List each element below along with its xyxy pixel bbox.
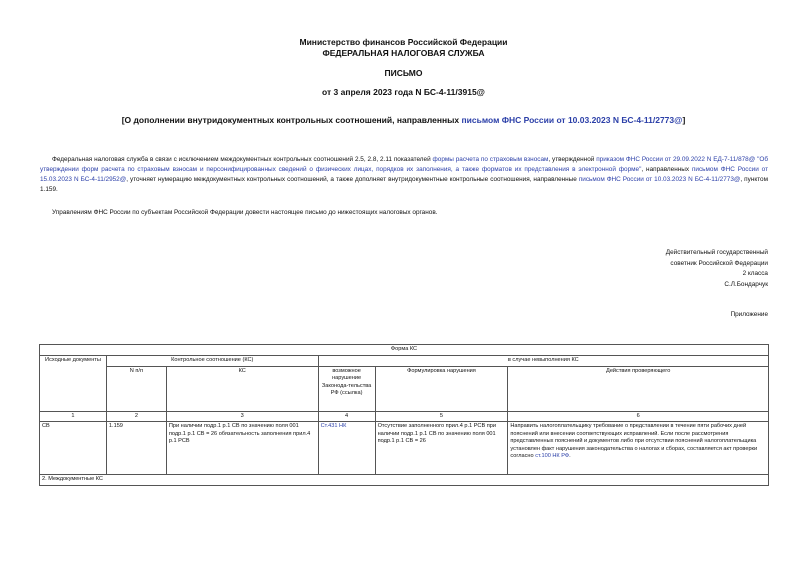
col-number: 2: [106, 411, 166, 422]
p1-link-form[interactable]: формы расчета по страховым взносам: [432, 156, 549, 163]
ministry-name: Министерство финансов Российской Федерации: [299, 37, 508, 47]
doc-date-number: от 3 апреля 2023 года N БС-4-11/3915@: [322, 87, 485, 97]
actions-text-end: .: [569, 453, 571, 459]
header-actions: Действия проверяющего: [508, 366, 769, 411]
table-header-row-2: [40, 366, 769, 411]
doc-title: [0, 115, 807, 125]
cell-wording: Отсутствие заполненного прил.4 р.1 РСВ при наличии подр.1 р.1 СВ по значению поля 001 подр.1 р.1 СВ = 26: [375, 422, 508, 475]
p1-text-e: , пунктом 1.159.: [40, 176, 768, 193]
p1-text-c: , направленных: [641, 166, 692, 173]
header-source-docs: Исходные документы: [40, 356, 107, 412]
signer-name: С.Л.Бондарчук: [724, 280, 768, 288]
col-number: 6: [508, 411, 769, 422]
signature-block: [666, 248, 768, 290]
form-title: Форма КС: [40, 345, 769, 356]
table-row: [40, 422, 769, 475]
col-number: 4: [318, 411, 375, 422]
appendix-label: Приложение: [730, 311, 768, 318]
doc-title-link[interactable]: письмом ФНС России от 10.03.2023 N БС-4-11/2773@: [461, 115, 683, 125]
actions-text: Направить налогоплательщику требование о представлении в течение пяти рабочих дней пояснений или внесении соответствующих исправлений. Если после рассмотрения представленных пояснений и документов либо при отсутствии пояснений налогоплательщика установлен факт нарушения законодательства о налогах и сборах, составляется акт проверки согласно: [510, 423, 758, 459]
service-name: ФЕДЕРАЛЬНАЯ НАЛОГОВАЯ СЛУЖБА: [322, 48, 485, 58]
col-number: 1: [40, 411, 107, 422]
signature-line-1: Действительный государственный: [665, 249, 768, 256]
header-num: N п/п: [106, 366, 166, 411]
control-ratios-table: [39, 344, 769, 486]
letter-header: [0, 37, 807, 59]
body-paragraph-2: Управлениям ФНС России по субъектам Российской Федерации довести настоящее письмо до нижестоящих налоговых органов.: [52, 209, 438, 216]
table-title-row: [40, 345, 769, 356]
p1-text-b: , утвержденной: [548, 156, 597, 163]
p1-link-order[interactable]: приказом ФНС России от 29.09.2022 N ЕД-7-11/878@ "Об утверждении форм расчета по страховым взносам и персонифицированных сведений о физических лицах, порядков их заполнения, а также форматов их представления в электронной форме": [40, 156, 768, 173]
cell-actions: [508, 422, 769, 475]
table-header-row-1: [40, 356, 769, 367]
header-wording: Формулировка нарушения: [375, 366, 508, 411]
cell-ks: При наличии подр.1 р.1 СВ по значению поля 001 подр.1 р.1 СВ = 26 обязательность заполнения прил.4 р.1 РСВ: [166, 422, 318, 475]
section-title: 2. Междокументные КС: [40, 475, 769, 486]
p1-text-d: , уточняет нумерацию междокументных контрольных соотношений, а также дополняет внутридокументные контрольные соотношения, направленные: [126, 176, 579, 183]
header-control-ratio: Контрольное соотношение (КС): [106, 356, 318, 367]
col-number: 5: [375, 411, 508, 422]
actions-article-link[interactable]: ст.100 НК РФ: [535, 453, 570, 459]
header-ks: КС: [166, 366, 318, 411]
table-section-row: [40, 475, 769, 486]
cell-num: 1.159: [106, 422, 166, 475]
col-number: 3: [166, 411, 318, 422]
p1-text-a: Федеральная налоговая служба в связи с исключением междокументных контрольных соотношений 2.5, 2.8, 2.11 показателей: [52, 156, 433, 163]
body-paragraph-1: [40, 155, 768, 195]
column-number-row: [40, 411, 769, 422]
header-violation: возможное нарушение Законода-тельства РФ (ссылка): [318, 366, 375, 411]
p1-link-letter-2952[interactable]: письмом ФНС России от 15.03.2023 N БС-4-11/2952@: [40, 166, 768, 183]
doc-title-suffix: ]: [682, 115, 686, 125]
signature-line-2: советник Российской Федерации: [670, 259, 768, 267]
p1-link-letter-2773[interactable]: письмом ФНС России от 10.03.2023 N БС-4-11/2773@: [578, 176, 741, 183]
signature-line-3: 2 класса: [742, 270, 768, 277]
doc-type: ПИСЬМО: [384, 68, 423, 78]
doc-title-prefix: [О дополнении внутридокументных контрольных соотношений, направленных: [121, 115, 462, 125]
cell-violation-link[interactable]: Ст.431 НК: [318, 422, 375, 475]
header-on-failure: в случае невыполнения КС: [318, 356, 768, 367]
cell-source: СВ: [40, 422, 107, 475]
